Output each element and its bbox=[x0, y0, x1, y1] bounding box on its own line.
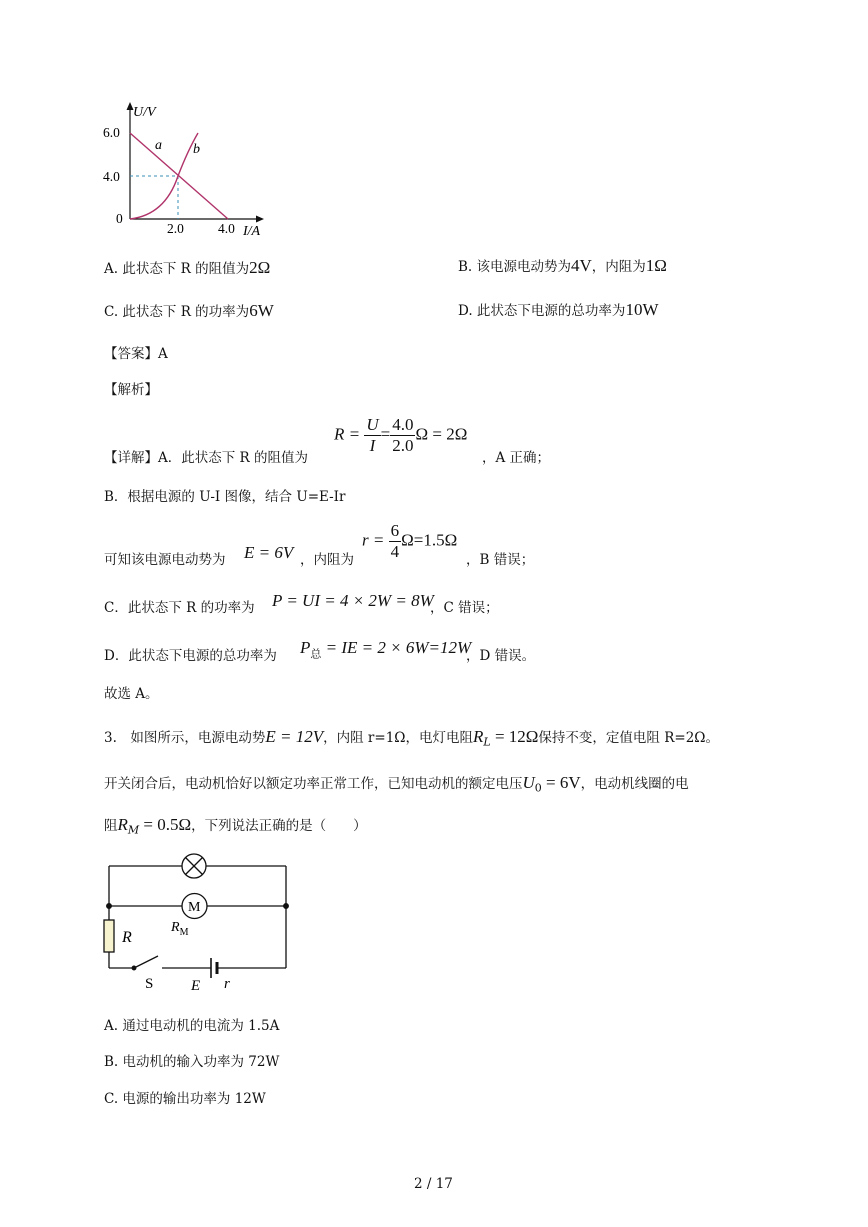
curve-b-line bbox=[130, 133, 198, 219]
detail-b2-prefix: 可知该电源电动势为 bbox=[104, 552, 226, 568]
motor-symbol: M bbox=[188, 900, 201, 915]
resistor-icon bbox=[104, 920, 114, 952]
option-d: D. 此状态下电源的总功率为10W bbox=[458, 300, 659, 319]
curve-b-label: b bbox=[193, 142, 200, 157]
curve-a-label: a bbox=[155, 138, 162, 153]
x-axis-label: I/A bbox=[243, 224, 261, 239]
q3-option-c: C. 电源的输出功率为 12W bbox=[104, 1091, 266, 1107]
q3-line-2: 开关闭合后，电动机恰好以额定功率正常工作，已知电动机的额定电压$U_0 = 6V$，电动机线圈的电 bbox=[104, 773, 689, 795]
choose-answer: 故选 A。 bbox=[104, 686, 159, 702]
detail-a-prefix: 【详解】A．此状态下 R 的阻值为 bbox=[104, 450, 308, 466]
motor-resistance-label: $R_M$ bbox=[171, 920, 189, 938]
page-number: 2 / 17 bbox=[414, 1176, 453, 1192]
y-tick-4: 4.0 bbox=[103, 169, 120, 184]
circuit-diagram bbox=[95, 850, 300, 995]
detail-a-suffix: ，A 正确； bbox=[482, 450, 551, 466]
detail-d-prefix: D．此状态下电源的总功率为 bbox=[104, 648, 277, 664]
y-tick-0: 0 bbox=[116, 211, 123, 226]
detail-c-suffix: ，C 错误； bbox=[430, 600, 499, 616]
detail-d-suffix: ，D 错误。 bbox=[466, 648, 536, 664]
q3-line-3: 阻$R_M = 0.5\Omega$，下列说法正确的是（ ） bbox=[104, 815, 367, 837]
detail-d-equation: $P_总$ = IE = 2 × 6W=12W bbox=[300, 638, 472, 661]
option-c: C. 此状态下 R 的功率为6W bbox=[104, 301, 274, 320]
analysis-label: 【解析】 bbox=[104, 382, 158, 398]
detail-b2-suffix: ，B 错误； bbox=[466, 552, 535, 568]
option-a: A. 此状态下 R 的阻值为2Ω bbox=[104, 258, 271, 277]
y-axis-label: U/V bbox=[133, 105, 156, 120]
q3-line-1: 3. 如图所示，电源电动势E = 12V，内阻 r=1Ω，电灯电阻$R_L = 12\Omega$保持不变，定值电阻 R=2Ω。 bbox=[104, 727, 719, 749]
emf-label: E bbox=[191, 978, 201, 994]
detail-b2-mid: ，内阻为 bbox=[300, 552, 354, 568]
x-tick-4: 4.0 bbox=[218, 221, 235, 236]
q3-option-a: A. 通过电动机的电流为 1.5A bbox=[104, 1018, 280, 1034]
x-tick-2: 2.0 bbox=[167, 221, 184, 236]
detail-b-line: B．根据电源的 U-I 图像，结合 U=E-Ir bbox=[104, 489, 346, 505]
resistor-label: R bbox=[122, 929, 132, 946]
fraction-4-over-2: $\frac{4.0}{2.0}$ bbox=[392, 415, 414, 455]
detail-c-equation: P = UI = 4 × 2W = 8W bbox=[272, 591, 434, 610]
fraction-u-over-i: $\frac{U}{I}$ bbox=[366, 415, 379, 455]
ui-graph bbox=[95, 98, 275, 243]
internal-resistance-label: r bbox=[224, 976, 230, 992]
detail-c-prefix: C．此状态下 R 的功率为 bbox=[104, 600, 255, 616]
switch-icon bbox=[134, 956, 158, 968]
fraction-6-over-4: $\frac{6}{4}$ bbox=[390, 521, 400, 561]
detail-a-formula: R = $\frac{U}{I}$ = $\frac{4.0}{2.0}$ Ω = 2Ω bbox=[334, 415, 468, 455]
option-b: B. 该电源电动势为4V，内阻为1Ω bbox=[458, 256, 667, 275]
detail-b2-formula: r = $\frac{6}{4}$ Ω=1.5Ω bbox=[362, 521, 458, 561]
q3-option-b: B. 电动机的输入功率为 72W bbox=[104, 1054, 280, 1070]
x-axis-arrow bbox=[256, 216, 264, 223]
detail-b2-emf: E = 6V bbox=[244, 543, 294, 562]
switch-label: S bbox=[145, 976, 154, 992]
answer-label: 【答案】A bbox=[104, 346, 168, 362]
y-tick-6: 6.0 bbox=[103, 125, 120, 140]
